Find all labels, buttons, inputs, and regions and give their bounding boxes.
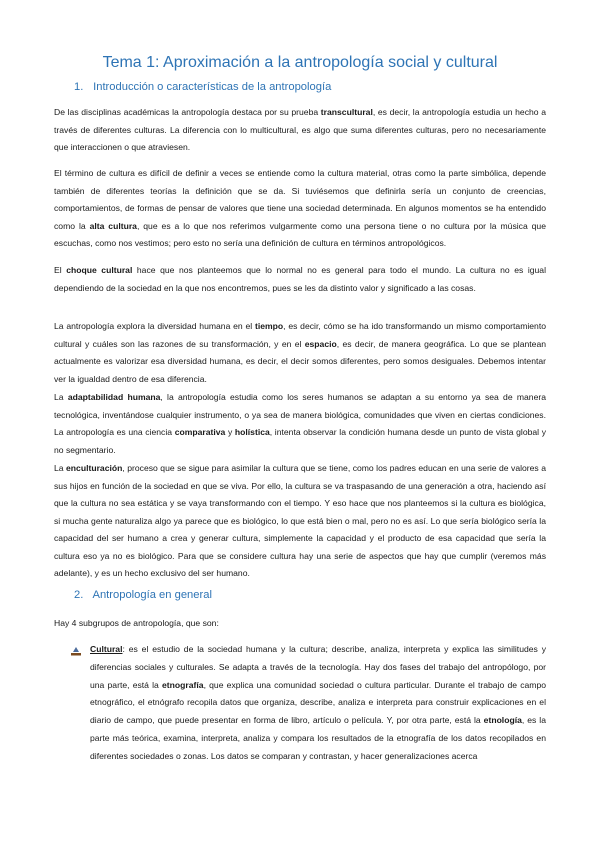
section-title: Antropología en general <box>92 589 212 601</box>
bold-term: etnografía <box>162 679 204 690</box>
section-heading-2 <box>74 589 212 601</box>
text-run: , intenta observar la condición humana desde un punto de vista global y no segmentario. <box>54 427 547 455</box>
text-run: La <box>54 392 68 402</box>
text-run: La <box>54 463 67 473</box>
arrow-bullet-icon <box>70 644 82 656</box>
text-run: El <box>54 265 67 275</box>
section-title: Introducción o características de la antropología <box>93 81 332 93</box>
bold-term: adaptabilidad humana <box>67 392 161 402</box>
bold-term: transcultural <box>320 107 373 117</box>
document-title: Tema 1: Aproximación a la antropología social y cultural <box>102 54 498 71</box>
paragraph-choque-cultural <box>54 262 546 297</box>
text-run: , proceso que se sigue para asimilar la cultura que se tiene, como los padres educan en una serie de valores a sus hijos en función de la sociedad en que se viva. Por ello, la cultura se va traspasando de una generación a otra, haciendo así que la cultura no sea estática y se vaya transformando con el tiempo. Y eso hace que nos planteemos si la cultura es biológica, si mucha gente naturaliza algo ya parece que es biológico, lo que está bien o mal, pero no es así. Lo que sería biológico sería la capacidad del ser humano a crea y generar cultura, simplemente la capacidad y el producto de esa capacidad que sería la cultura eso ya no es biológico. Para que se considere cultura hay una serie de aspectos que hay que cumplir (veremos más adelante), y es un hecho exclusivo del ser humano. <box>54 463 546 578</box>
bold-term: choque cultural <box>66 265 133 275</box>
text-run: , es la parte más teórica, examina, interpreta, analiza y compara los resultados de la etnografía de los datos recopilados en diferentes sociedades o zonas. Los datos se comparan y contrastan, y hacer generalizaciones acerca <box>90 715 546 761</box>
text-run: , la antropología estudia como los seres humanos se adaptan a su entorno ya sea de manera tecnológica, inventándose cualquier instrumento, o ya sea de manera biológica, comunidades que viven en ciertas condiciones. La antropología es una ciencia <box>54 392 546 437</box>
bold-term: etnología <box>483 715 522 726</box>
text-run: y <box>225 427 235 437</box>
underlined-term: Cultural <box>90 644 123 654</box>
text-run: : es el estudio de la sociedad humana y la cultura; describe, analiza, interpreta y explica las similitudes y diferencias sociales y culturales. Se adapta a través de la tecnología. Hay dos fases del trabajo del antropólogo, por una parte, está la <box>90 644 546 690</box>
section-number: 2. <box>74 589 84 601</box>
paragraph-cultura <box>54 165 546 253</box>
text-run: , es decir, la antropología estudia un hecho a través de diferentes culturas. La diferencia con lo multicultural, es algo que suma diferentes culturas, pero no necesariamente que interaccionen o que atraviesen. <box>54 107 546 152</box>
text-run: , es decir, de manera geográfica. Lo que se plantean actualmente es valorizar esa diversidad humana, es decir, el decir somos diferentes, pero somos desiguales. Debemos intentar ver la igualdad dentro de esa diferencia. <box>54 338 546 384</box>
paragraph-transcultural <box>54 104 546 157</box>
text-run: La antropología explora la diversidad humana en el <box>54 321 255 331</box>
bold-term: espacio <box>304 338 337 349</box>
bold-term: enculturación <box>66 463 123 473</box>
section-heading-1 <box>74 81 331 93</box>
text-run: hace que nos planteemos que lo normal no es general para todo el mundo. La cultura no es igual dependiendo de la sociedad en la que nos encontremos, pues se les da distinto valor y significado a las cosas. <box>54 265 546 293</box>
section-number: 1. <box>74 81 84 93</box>
text-run: , que es a lo que nos referimos vulgarmente como una persona tiene o no cultura por la música que escuchas, como nos vestimos; pero esto no sería una definición de cultura en términos antropológicos. <box>54 220 546 248</box>
bullet-cultural <box>90 641 546 766</box>
text-run: , que explica una comunidad sociedad o cultura particular. Durante el trabajo de campo etnográfico, el etnógrafo recopila datos que organiza, describe, analiza e interpreta para construir explicaciones en el diario de campo, que puede presentar en forma de libro, artículo o película. Y, por otra parte, está la <box>90 679 546 726</box>
text-run: , es decir, cómo se ha ido transformando un mismo comportamiento cultural y cuáles son las razones de su transformación, y en el <box>54 321 546 349</box>
paragraph-tiempo-espacio <box>54 318 546 388</box>
paragraph-adaptabilidad <box>54 389 546 459</box>
bold-term: tiempo <box>254 321 284 331</box>
bold-term: comparativa <box>174 427 226 437</box>
text-run: Hay 4 subgrupos de antropología, que son: <box>54 618 219 628</box>
bold-term: holística <box>234 427 270 437</box>
paragraph-enculturacion <box>54 460 546 583</box>
text-run: De las disciplinas académicas la antropología destaca por su prueba <box>54 107 321 117</box>
paragraph-subgrupos <box>54 615 546 633</box>
bold-term: alta cultura <box>89 220 137 231</box>
text-run: El término de cultura es difícil de definir a veces se entiende como la cultura material, otras como la parte simbólica, depende también de diferentes teorías la definición que se da. Si tuviésemos que definirla sería un conjunto de creencias, comportamientos, de formas de pensar de valores que tiene una sociedad determinada. En algunos momentos se ha entendido como la <box>54 168 546 231</box>
